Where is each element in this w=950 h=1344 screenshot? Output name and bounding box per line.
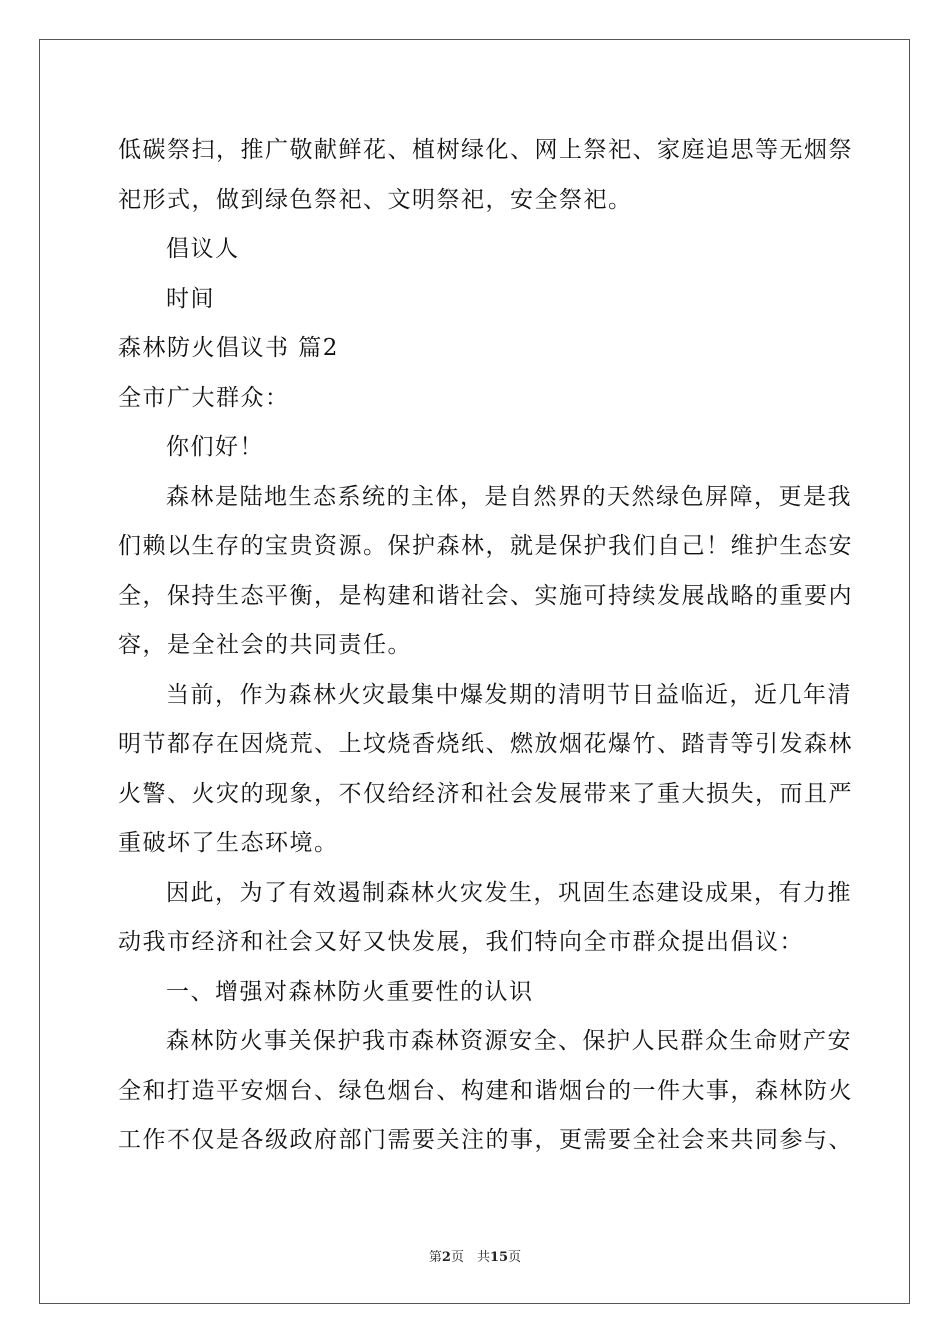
text-line: 工作不仅是各级政府部门需要关注的事，更需要全社会来共同参与、 bbox=[118, 1127, 853, 1153]
text-line: 你们好！ bbox=[166, 434, 264, 460]
text-line: 重破坏了生态环境。 bbox=[118, 830, 339, 856]
text-line: 们赖以生存的宝贵资源。保护森林，就是保护我们自己！维护生态安 bbox=[118, 533, 853, 559]
text-line: 时间 bbox=[166, 285, 215, 312]
text-line: 容，是全社会的共同责任。 bbox=[118, 632, 412, 658]
text-line: 祀形式，做到绿色祭祀、文明祭祀，安全祭祀。 bbox=[118, 186, 633, 213]
document-body bbox=[118, 126, 853, 1166]
text-line: 倡议人 bbox=[166, 236, 240, 262]
text-line: 全，保持生态平衡，是构建和谐社会、实施可持续发展战略的重要内 bbox=[118, 582, 853, 609]
text-line: 明节都存在因烧荒、上坟烧香烧纸、燃放烟花爆竹、踏青等引发森林 bbox=[118, 731, 853, 757]
text-line: 火警、火灾的现象，不仅给经济和社会发展带来了重大损失，而且严 bbox=[118, 780, 853, 807]
text-line: 因此，为了有效遏制森林火灾发生，巩固生态建设成果，有力推 bbox=[166, 879, 852, 906]
text-line: 一、增强对森林防火重要性的认识 bbox=[166, 978, 534, 1005]
footer-middle: 页 共 bbox=[450, 1250, 490, 1265]
total-page-count: 15 bbox=[489, 1250, 509, 1265]
current-page-number: 2 bbox=[441, 1250, 451, 1265]
text-line: 森林防火事关保护我市森林资源安全、保护人民群众生命财产安 bbox=[166, 1028, 852, 1054]
footer-prefix: 第 bbox=[428, 1250, 442, 1265]
text-line: 全市广大群众： bbox=[118, 384, 290, 411]
text-line: 森林防火倡议书 篇2 bbox=[118, 335, 339, 361]
text-line: 森林是陆地生态系统的主体，是自然界的天然绿色屏障，更是我 bbox=[166, 483, 852, 510]
text-line: 动我市经济和社会又好又快发展，我们特向全市群众提出倡议： bbox=[118, 929, 804, 955]
text-line: 当前，作为森林火灾最集中爆发期的清明节日益临近，近几年清 bbox=[166, 681, 852, 708]
footer-suffix: 页 bbox=[508, 1250, 522, 1265]
text-line: 全和打造平安烟台、绿色烟台、构建和谐烟台的一件大事，森林防火 bbox=[118, 1077, 853, 1104]
text-line: 低碳祭扫，推广敬献鲜花、植树绿化、网上祭祀、家庭追思等无烟祭 bbox=[118, 137, 853, 163]
page-footer bbox=[0, 1246, 950, 1265]
